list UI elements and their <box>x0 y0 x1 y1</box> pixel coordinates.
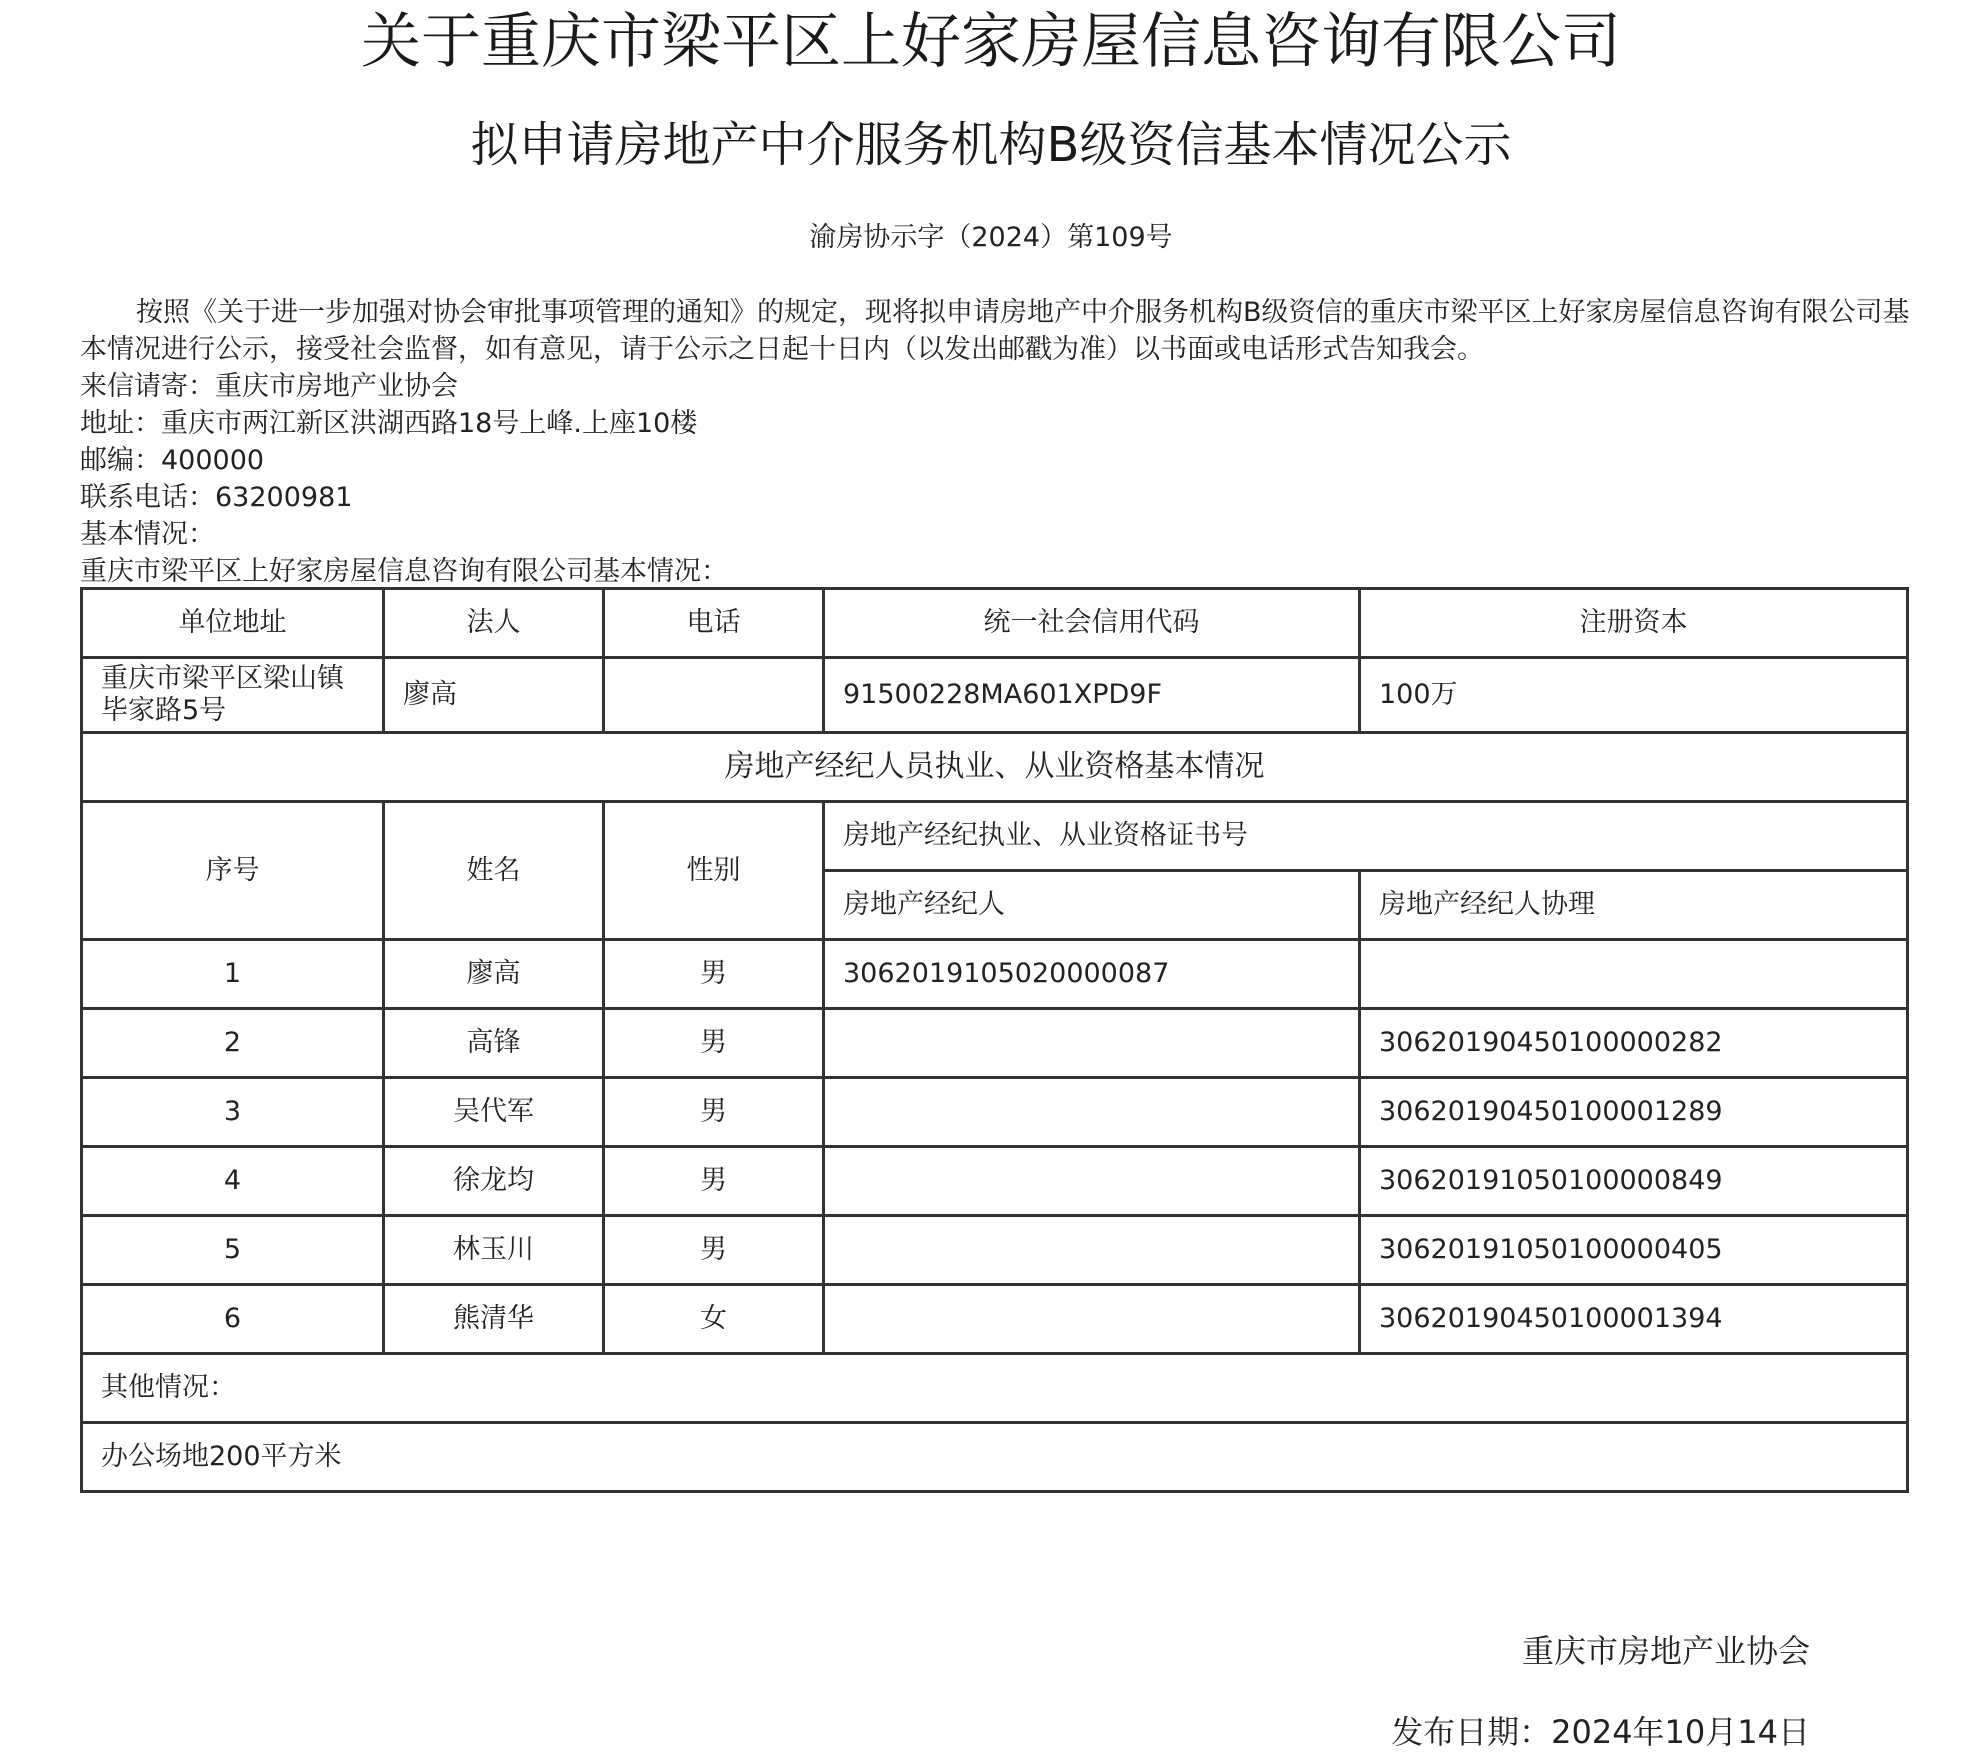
company-legal-person: 廖高 <box>384 658 604 733</box>
issuer-name: 重庆市房地产业协会 <box>1521 1632 1810 1670</box>
agent-seq: 1 <box>82 940 384 1009</box>
assistant-cert: 30620190450100001394 <box>1360 1285 1908 1354</box>
company-basic-info-label: 重庆市梁平区上好家房屋信息咨询有限公司基本情况： <box>80 556 728 587</box>
table-row <box>82 1078 1908 1147</box>
assistant-cert: 30620190450100000282 <box>1360 1009 1908 1078</box>
agent-name: 吴代军 <box>384 1078 604 1147</box>
agent-cert <box>824 1147 1360 1216</box>
company-header-row <box>82 589 1908 658</box>
header-capital: 注册资本 <box>1360 589 1908 658</box>
agents-section-row <box>82 733 1908 802</box>
agent-cert <box>824 1285 1360 1354</box>
company-data-row <box>82 658 1908 733</box>
header-credit-code: 统一社会信用代码 <box>824 589 1360 658</box>
header-name: 姓名 <box>384 802 604 940</box>
agent-seq: 6 <box>82 1285 384 1354</box>
other-label: 其他情况： <box>82 1354 1908 1423</box>
agent-gender: 男 <box>604 1147 824 1216</box>
table-row <box>82 940 1908 1009</box>
company-address: 重庆市梁平区梁山镇毕家路5号 <box>82 658 384 733</box>
intro-paragraph: 按照《关于进一步加强对协会审批事项管理的通知》的规定，现将拟申请房地产中介服务机构B级资信的重庆市梁平区上好家房屋信息咨询有限公司基本情况进行公示，接受社会监督，如有意见，请于公示之日起十日内（以发出邮戳为准）以书面或电话形式告知我会。 <box>80 297 1910 365</box>
table-row <box>82 1147 1908 1216</box>
table-row <box>82 1285 1908 1354</box>
assistant-cert <box>1360 940 1908 1009</box>
agent-cert: 3062019105020000087 <box>824 940 1360 1009</box>
company-capital: 100万 <box>1360 658 1908 733</box>
address-line: 地址：重庆市两江新区洪湖西路18号上峰.上座10楼 <box>80 408 698 439</box>
agent-cert <box>824 1009 1360 1078</box>
mail-to-line: 来信请寄：重庆市房地产业协会 <box>80 371 458 402</box>
agent-gender: 男 <box>604 1078 824 1147</box>
agent-name: 熊清华 <box>384 1285 604 1354</box>
basic-info-label: 基本情况： <box>80 519 215 550</box>
agent-name: 徐龙均 <box>384 1147 604 1216</box>
header-phone: 电话 <box>604 589 824 658</box>
other-label-row <box>82 1354 1908 1423</box>
agent-gender: 女 <box>604 1285 824 1354</box>
agent-name: 廖高 <box>384 940 604 1009</box>
notice-body <box>80 294 1910 590</box>
info-table <box>80 587 1909 1493</box>
table-row <box>82 1216 1908 1285</box>
agent-cert <box>824 1078 1360 1147</box>
company-credit-code: 91500228MA601XPD9F <box>824 658 1360 733</box>
agent-name: 高锋 <box>384 1009 604 1078</box>
header-gender: 性别 <box>604 802 824 940</box>
agent-gender: 男 <box>604 1009 824 1078</box>
header-seq: 序号 <box>82 802 384 940</box>
other-value: 办公场地200平方米 <box>82 1423 1908 1492</box>
page-title: 关于重庆市梁平区上好家房屋信息咨询有限公司 <box>361 7 1621 77</box>
table-row <box>82 1009 1908 1078</box>
agents-section-title: 房地产经纪人员执业、从业资格基本情况 <box>82 733 1908 802</box>
agents-header-row-1 <box>82 802 1908 871</box>
agent-seq: 5 <box>82 1216 384 1285</box>
other-value-row <box>82 1423 1908 1492</box>
publish-date: 发布日期：2024年10月14日 <box>1391 1713 1810 1751</box>
header-legal-person: 法人 <box>384 589 604 658</box>
agent-gender: 男 <box>604 940 824 1009</box>
header-assistant: 房地产经纪人协理 <box>1360 871 1908 940</box>
agent-seq: 2 <box>82 1009 384 1078</box>
agent-seq: 4 <box>82 1147 384 1216</box>
header-address: 单位地址 <box>82 589 384 658</box>
header-cert: 房地产经纪执业、从业资格证书号 <box>824 802 1908 871</box>
document-number: 渝房协示字（2024）第109号 <box>809 222 1173 253</box>
agent-cert <box>824 1216 1360 1285</box>
company-phone <box>604 658 824 733</box>
agent-seq: 3 <box>82 1078 384 1147</box>
agent-gender: 男 <box>604 1216 824 1285</box>
page-subtitle: 拟申请房地产中介服务机构B级资信基本情况公示 <box>470 117 1512 173</box>
assistant-cert: 30620190450100001289 <box>1360 1078 1908 1147</box>
assistant-cert: 30620191050100000405 <box>1360 1216 1908 1285</box>
agent-name: 林玉川 <box>384 1216 604 1285</box>
assistant-cert: 30620191050100000849 <box>1360 1147 1908 1216</box>
phone-line: 联系电话：63200981 <box>80 482 353 513</box>
postcode-line: 邮编：400000 <box>80 445 265 476</box>
header-agent: 房地产经纪人 <box>824 871 1360 940</box>
